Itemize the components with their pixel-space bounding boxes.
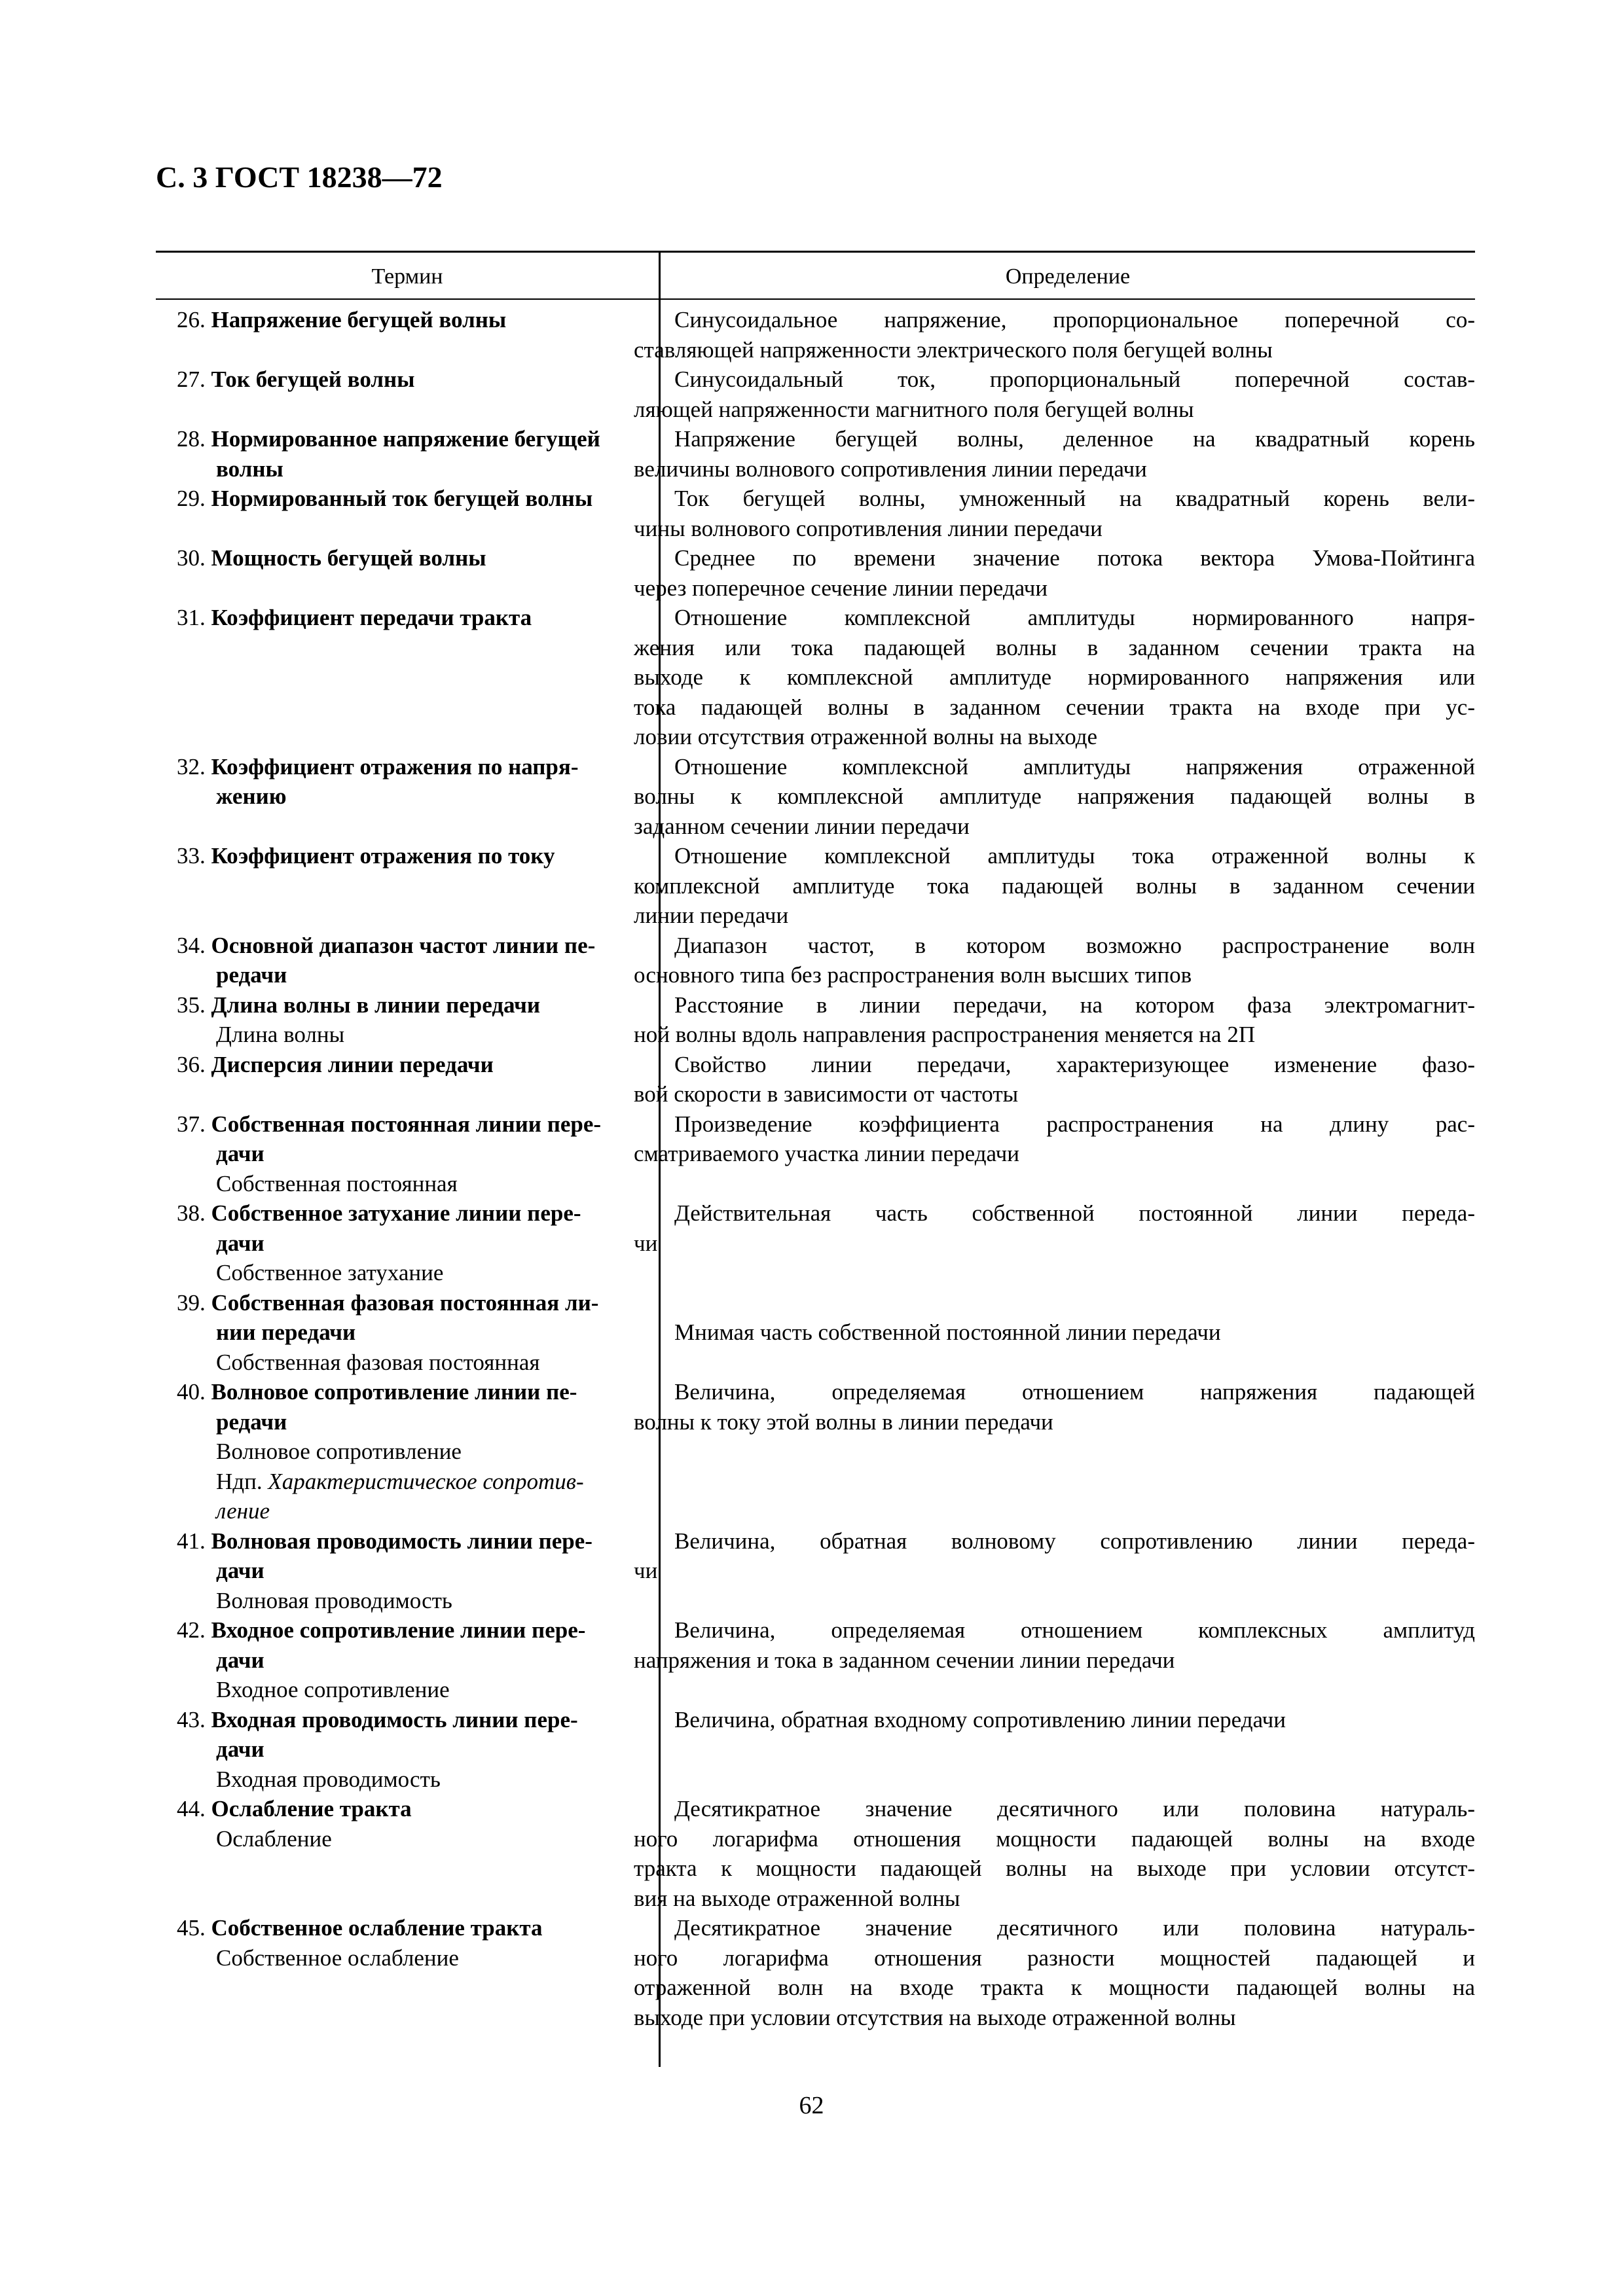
term-line <box>177 1318 630 1348</box>
term-line <box>177 1407 630 1437</box>
definition-line: Синусоидальное напряжение, пропорциональное поперечной со- <box>674 307 1475 332</box>
definition-cell <box>634 1913 1475 2032</box>
table-row <box>156 1288 1475 1378</box>
term-line <box>177 1139 630 1169</box>
term-cell <box>156 365 634 424</box>
term-name: Входная проводимость линии пере- <box>211 1706 578 1732</box>
term-number: 37. <box>177 1111 211 1137</box>
definition-line: ловии отсутствия отраженной волны на выходе <box>634 724 1098 749</box>
definition-cell <box>634 1377 1475 1526</box>
table-row <box>156 990 1475 1050</box>
term-name: Коэффициент передачи тракта <box>211 605 532 630</box>
table-top-rule <box>156 251 1475 253</box>
definition-line: величины волнового сопротивления линии передачи <box>634 456 1147 482</box>
term-line <box>177 1288 630 1318</box>
term-number: 43. <box>177 1706 211 1732</box>
definition-line: вой скорости в зависимости от частоты <box>634 1081 1019 1107</box>
definition-line: чи <box>634 1558 658 1583</box>
deprecated-term <box>177 1496 630 1526</box>
definition-line: Отношение комплексной амплитуды нормированного напря- <box>674 605 1475 630</box>
definition-cell <box>634 1198 1475 1288</box>
term-name: нии передачи <box>216 1319 356 1345</box>
definition-line: Десятикратное значение десятичного или половина натураль- <box>674 1796 1475 1821</box>
page-header: С. 3 ГОСТ 18238—72 <box>156 160 443 194</box>
term-name: Основной диапазон частот линии пе- <box>211 932 596 958</box>
definition-cell <box>634 841 1475 931</box>
term-line <box>177 1734 630 1765</box>
definition-cell <box>634 931 1475 990</box>
term-number: 39. <box>177 1289 211 1316</box>
term-number: 31. <box>177 605 211 630</box>
term-number: 32. <box>177 753 211 780</box>
term-name: дачи <box>216 1647 264 1673</box>
synonym: Собственная фазовая постоянная <box>216 1349 540 1375</box>
term-cell <box>156 1913 634 2032</box>
definition-line: основного типа без распространения волн высших типов <box>634 962 1192 988</box>
definition-line: ляющей напряженности магнитного поля бегущей волны <box>634 396 1194 422</box>
definition-cell <box>634 1705 1475 1795</box>
definition-line: Отношение комплексной амплитуды напряжения отраженной <box>674 753 1475 780</box>
table-row <box>156 1198 1475 1288</box>
header-rule <box>156 298 1475 300</box>
synonym: Волновое сопротивление <box>216 1439 462 1464</box>
definition-line: чины волнового сопротивления линии передачи <box>634 515 1103 541</box>
term-line <box>177 365 630 395</box>
definition-line: заданном сечении линии передачи <box>634 813 970 839</box>
definition-line: Произведение коэффициента распространения на длину рас- <box>674 1111 1475 1137</box>
term-name: Мощность бегущей волны <box>211 545 486 571</box>
term-number: 38. <box>177 1200 211 1226</box>
term-cell <box>156 1526 634 1616</box>
term-name: дачи <box>216 1230 264 1256</box>
terms-table <box>156 251 1475 2067</box>
definition-line: Мнимая часть собственной постоянной линии передачи <box>674 1319 1221 1345</box>
term-line <box>177 1109 630 1139</box>
term-name: Нормированный ток бегущей волны <box>211 486 593 511</box>
term-line <box>177 1913 630 1943</box>
term-number: 36. <box>177 1051 211 1077</box>
table-row <box>156 424 1475 484</box>
term-number: 28. <box>177 426 211 452</box>
term-line <box>177 931 630 961</box>
definition-cell <box>634 1794 1475 1913</box>
definition-cell <box>634 305 1475 365</box>
definition-line: выходе к комплексной амплитуде нормированного напряжения или <box>634 664 1475 690</box>
term-name: дачи <box>216 1558 264 1583</box>
term-number: 41. <box>177 1528 211 1554</box>
term-name: Дисперсия линии передачи <box>211 1051 494 1077</box>
synonym: Собственное затухание <box>216 1260 444 1285</box>
term-name: редачи <box>216 962 287 988</box>
deprecated-term-text: Характеристическое сопротив- <box>268 1468 584 1494</box>
table-row <box>156 484 1475 543</box>
term-cell <box>156 305 634 365</box>
term-line <box>177 1645 630 1676</box>
definition-line: Отношение комплексной амплитуды тока отраженной волны к <box>674 843 1475 869</box>
definition-line: волны к току этой волны в линии передачи <box>634 1408 1053 1435</box>
term-name: Собственная фазовая постоянная ли- <box>211 1289 599 1316</box>
synonym: Собственная постоянная <box>216 1170 458 1196</box>
term-number: 40. <box>177 1379 211 1405</box>
synonym: Входное сопротивление <box>216 1677 450 1702</box>
term-name: Волновая проводимость линии пере- <box>211 1528 593 1554</box>
term-name: Нормированное напряжение бегущей <box>211 426 600 452</box>
term-line <box>177 1377 630 1407</box>
term-name: редачи <box>216 1408 287 1435</box>
term-line <box>177 1198 630 1229</box>
definition-line: Действительная часть собственной постоянной линии переда- <box>674 1200 1475 1226</box>
term-line <box>177 543 630 573</box>
definition-line: Величина, обратная входному сопротивлению линии передачи <box>674 1706 1286 1732</box>
term-cell <box>156 484 634 543</box>
term-cell <box>156 1050 634 1109</box>
term-name: Входное сопротивление линии пере- <box>211 1617 586 1643</box>
column-header-definition: Определение <box>1005 264 1131 289</box>
term-name: Коэффициент отражения по напря- <box>211 753 579 780</box>
definition-cell <box>634 990 1475 1050</box>
term-line <box>177 454 630 484</box>
definition-cell <box>634 484 1475 543</box>
table-row <box>156 603 1475 752</box>
definition-line: Напряжение бегущей волны, деленное на квадратный корень <box>674 426 1475 452</box>
term-cell <box>156 424 634 484</box>
definition-line: комплексной амплитуде тока падающей волны в заданном сечении <box>634 872 1475 899</box>
definition-line: Величина, обратная волновому сопротивлению линии переда- <box>674 1528 1475 1554</box>
definition-cell <box>634 1109 1475 1199</box>
term-line <box>177 841 630 871</box>
definition-line: чи <box>634 1230 658 1256</box>
page-number: 62 <box>799 2092 824 2119</box>
table-row <box>156 931 1475 990</box>
term-name: Напряжение бегущей волны <box>211 307 507 332</box>
definition-cell <box>634 1526 1475 1616</box>
synonym: Ослабление <box>216 1825 332 1852</box>
definition-line: сматриваемого участка линии передачи <box>634 1141 1020 1166</box>
column-header-term: Термин <box>371 264 443 289</box>
term-name: Собственная постоянная линии пере- <box>211 1111 602 1137</box>
table-row <box>156 1526 1475 1616</box>
term-name: Длина волны в линии передачи <box>211 992 541 1018</box>
definition-cell <box>634 365 1475 424</box>
term-name: дачи <box>216 1736 264 1762</box>
table-row <box>156 841 1475 931</box>
definition-line: Величина, определяемая отношением напряжения падающей <box>674 1379 1475 1405</box>
definition-line: тракта к мощности падающей волны на выходе при условии отсутст- <box>634 1856 1475 1881</box>
synonym: Собственное ослабление <box>216 1945 459 1971</box>
definition-cell <box>634 603 1475 752</box>
term-line <box>177 752 630 782</box>
definition-line: ной волны вдоль направления распространения меняется на 2П <box>634 1022 1256 1047</box>
definition-cell <box>634 1288 1475 1378</box>
deprecated-term-text: ление <box>216 1498 270 1524</box>
term-name: Собственное затухание линии пере- <box>211 1200 581 1226</box>
table-row <box>156 1615 1475 1705</box>
definition-line: выходе при условии отсутствия на выходе отраженной волны <box>634 2004 1236 2030</box>
definition-line: через поперечное сечение линии передачи <box>634 575 1048 601</box>
table-row <box>156 1794 1475 1913</box>
term-line <box>177 960 630 990</box>
term-number: 42. <box>177 1617 211 1643</box>
deprecated-label: Ндп. <box>216 1468 263 1494</box>
term-number: 29. <box>177 486 211 511</box>
term-line <box>177 1705 630 1735</box>
table-row <box>156 1377 1475 1526</box>
term-line <box>177 781 630 812</box>
term-line <box>177 1526 630 1556</box>
definition-line: линии передачи <box>634 903 789 928</box>
term-line <box>177 1794 630 1824</box>
term-number: 26. <box>177 307 211 332</box>
term-cell <box>156 1794 634 1913</box>
term-name: Коэффициент отражения по току <box>211 843 555 869</box>
term-line <box>177 424 630 454</box>
term-cell <box>156 1615 634 1705</box>
definition-line: жения или тока падающей волны в заданном сечении тракта на <box>634 634 1475 660</box>
term-number: 30. <box>177 545 211 571</box>
term-number: 44. <box>177 1796 211 1821</box>
deprecated-term <box>177 1467 630 1497</box>
term-cell <box>156 1198 634 1288</box>
term-cell <box>156 1288 634 1378</box>
term-number: 34. <box>177 932 211 958</box>
table-row <box>156 543 1475 603</box>
term-line <box>177 1556 630 1586</box>
table-row <box>156 305 1475 365</box>
term-name: Собственное ослабление тракта <box>211 1915 543 1941</box>
term-line <box>177 484 630 514</box>
definition-line: Среднее по времени значение потока вектора Умова-Пойтинга <box>674 545 1475 571</box>
term-name: дачи <box>216 1141 264 1166</box>
term-line <box>177 603 630 633</box>
definition-line: ного логарифма отношения мощности падающей волны на входе <box>634 1825 1475 1852</box>
definition-cell <box>634 543 1475 603</box>
table-row <box>156 1705 1475 1795</box>
definition-line: волны к комплексной амплитуде напряжения падающей волны в <box>634 783 1475 809</box>
term-line <box>177 1229 630 1259</box>
term-cell <box>156 1109 634 1199</box>
term-number: 45. <box>177 1915 211 1941</box>
definition-line: отраженной волн на входе тракта к мощности падающей волны на <box>634 1975 1475 2000</box>
definition-line: ставляющей напряженности электрического поля бегущей волны <box>634 336 1273 363</box>
definition-cell <box>634 1050 1475 1109</box>
term-name: Волновое сопротивление линии пе- <box>211 1379 577 1405</box>
definition-cell <box>634 424 1475 484</box>
definition-line: Диапазон частот, в котором возможно распространение волн <box>674 932 1475 958</box>
term-name: волны <box>216 456 283 482</box>
term-cell <box>156 752 634 842</box>
synonym: Длина волны <box>216 1022 345 1047</box>
term-cell <box>156 543 634 603</box>
definition-line: тока падающей волны в заданном сечении тракта на входе при ус- <box>634 694 1475 720</box>
definition-line: Расстояние в линии передачи, на котором фаза электромагнит- <box>674 992 1475 1018</box>
definition-line: Ток бегущей волны, умноженный на квадратный корень вели- <box>674 486 1475 511</box>
term-line <box>177 305 630 335</box>
term-line <box>177 1050 630 1080</box>
term-name: Ток бегущей волны <box>211 367 415 392</box>
term-name: жению <box>216 783 287 809</box>
table-row <box>156 365 1475 424</box>
table-row <box>156 1050 1475 1109</box>
definition-line: Синусоидальный ток, пропорциональный поперечной состав- <box>674 367 1475 392</box>
term-cell <box>156 841 634 931</box>
definition-line: ного логарифма отношения разности мощностей падающей и <box>634 1945 1475 1971</box>
definition-line: Величина, определяемая отношением комплексных амплитуд <box>674 1617 1475 1643</box>
term-number: 35. <box>177 992 211 1018</box>
term-name: Ослабление тракта <box>211 1796 412 1821</box>
term-cell <box>156 990 634 1050</box>
term-cell <box>156 1705 634 1795</box>
term-line <box>177 1615 630 1645</box>
term-cell <box>156 1377 634 1526</box>
term-number: 27. <box>177 367 211 392</box>
table-body <box>156 305 1475 2032</box>
term-cell <box>156 603 634 752</box>
term-line <box>177 990 630 1020</box>
table-row <box>156 752 1475 842</box>
synonym: Входная проводимость <box>216 1766 441 1792</box>
definition-line: напряжения и тока в заданном сечении линии передачи <box>634 1647 1175 1673</box>
table-row <box>156 1913 1475 2032</box>
definition-cell <box>634 1615 1475 1705</box>
definition-line: вия на выходе отраженной волны <box>634 1885 960 1911</box>
table-row <box>156 1109 1475 1199</box>
definition-line: Свойство линии передачи, характеризующее изменение фазо- <box>674 1051 1475 1077</box>
term-number: 33. <box>177 843 211 869</box>
synonym: Волновая проводимость <box>216 1587 452 1613</box>
term-cell <box>156 931 634 990</box>
definition-line: Десятикратное значение десятичного или половина натураль- <box>674 1915 1475 1941</box>
definition-cell <box>634 752 1475 842</box>
